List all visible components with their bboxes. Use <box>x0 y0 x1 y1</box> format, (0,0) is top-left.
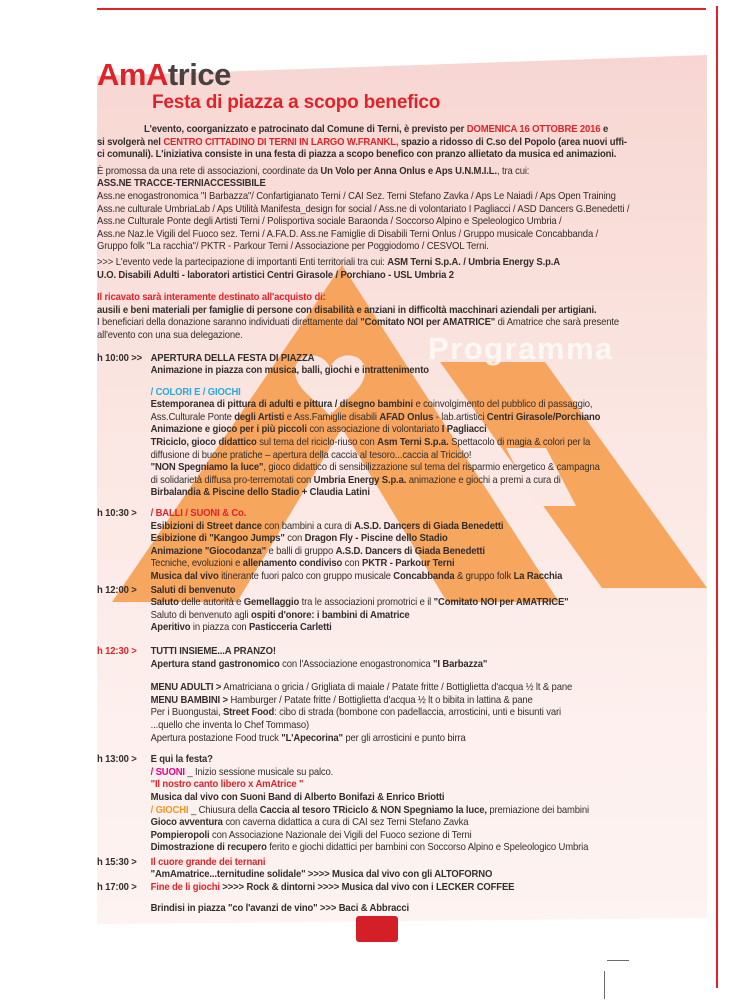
text-run: Animazione "Giocodanza" <box>150 545 266 557</box>
text-line <box>97 216 708 229</box>
text-run: di solidarietà diffusa pro-terremotati con <box>150 474 314 486</box>
text-run: con <box>284 533 305 545</box>
text-run: - lab.artistici <box>433 411 487 423</box>
text-run: per gli arrosticini e punto birra <box>342 732 466 744</box>
program-row-body <box>151 882 708 915</box>
text-run: Animazione e gioco per i più piccoli <box>150 424 307 436</box>
text-line <box>97 149 708 162</box>
text-line <box>151 399 708 412</box>
text-line <box>151 585 708 598</box>
text-run: ASS.NE TRACCE-TERNIACCESSIBILE <box>97 178 266 190</box>
text-run: È promossa da una rete di associazioni, coordinate da <box>97 165 321 177</box>
text-line <box>151 682 708 695</box>
text-run: "I Barbazza" <box>433 658 488 670</box>
text-run: ausili e beni materiali per famiglie di persone con disabilità e anziani in difficoltà macchinari aziendali per artigiani. <box>97 304 597 316</box>
text-line <box>97 124 708 137</box>
text-line <box>97 137 708 150</box>
text-run: "Comitato NOI per AMATRICE" <box>360 317 496 329</box>
content-area <box>97 124 708 915</box>
text-run: Per i Buongustai, <box>150 707 223 719</box>
text-run: "AmAmatrice...ternitudine solidale" >>>> Musica dal vivo con gli ALTOFORNO <box>150 869 493 881</box>
text-run: Il ricavato sarà interamente destinato all'acquisto di: <box>97 292 326 304</box>
text-run: / GIOCHI <box>150 804 189 816</box>
intro-paragraph <box>97 292 708 342</box>
text-run: L'evento, coorganizzato e patrocinato dal Comune di Terni, è previsto per <box>144 124 467 135</box>
text-run: , gioco didattico di sensibilizzazione sul tema del risparmio energetico & campagna <box>263 462 600 474</box>
text-run: AFAD Onlus <box>379 411 434 423</box>
footer-logo <box>356 916 398 942</box>
text-line <box>151 857 708 870</box>
text-run: "Il nostro canto libero x AmAtrice " <box>150 779 304 791</box>
text-line <box>97 257 708 270</box>
text-line <box>151 475 708 488</box>
text-run: Pompieropoli <box>150 829 210 841</box>
text-line <box>151 754 708 767</box>
text-line <box>97 229 708 242</box>
program-row-body <box>151 754 708 855</box>
program-time-label: h 17:00 > <box>97 882 137 894</box>
program-row <box>97 387 708 500</box>
text-run: Ass.Culturale Ponte <box>150 411 235 423</box>
text-line <box>97 317 708 330</box>
text-run: Umbria Energy S.p.a. <box>313 474 407 486</box>
text-run: Un Volo per Anna Onlus e Aps U.N.M.I.L. <box>320 165 497 177</box>
text-line <box>151 779 708 792</box>
text-run: Dragon Fly - Piscine dello Stadio <box>304 533 448 545</box>
text-run: ospiti d'onore: i bambini di Amatrice <box>250 609 410 621</box>
text-line <box>151 597 708 610</box>
text-line <box>151 365 708 378</box>
text-line <box>151 353 708 366</box>
text-run: con l'Associazione enogastronomica <box>279 658 434 670</box>
text-run: Saluto di benvenuto agli <box>150 609 251 621</box>
text-run: / SUONI <box>150 766 185 778</box>
text-run: Ass.ne culturale UmbriaLab / Aps Utilità Manifesta_design for social / Ass.ne di volontariato I Pagliacci / ASD Dancers G.Benedetti / <box>97 203 630 215</box>
intro-paragraph <box>97 166 708 282</box>
text-run: e Ass.Famiglie disabili <box>284 411 380 423</box>
text-run: , tra cui: <box>496 165 530 177</box>
program-row <box>97 857 708 882</box>
text-run: "Comitato NOI per AMATRICE" <box>433 597 569 609</box>
text-run: Ass.ne Culturale Ponte degli Artisti Terni / Polisportiva sociale Baraonda / Soccorso Alpino e Speleologico Umbria / <box>97 216 562 228</box>
intro-paragraph <box>97 124 708 162</box>
text-run: Spettacolo di magia & colori per la <box>448 437 591 449</box>
text-line <box>97 178 708 191</box>
program-time-label: h 10:30 > <box>97 508 137 520</box>
text-run: Centri Girasole/Porchiano <box>486 411 601 423</box>
text-run: Musica dal vivo <box>150 571 219 582</box>
text-line <box>97 204 708 217</box>
page-subtitle: Festa di piazza a scopo benefico <box>152 92 441 113</box>
program-block <box>97 353 708 916</box>
text-line <box>97 292 708 305</box>
text-run: TUTTI INSIEME...A PRANZO! <box>150 645 276 657</box>
text-line <box>97 191 708 204</box>
program-time-label: h 10:00 >> <box>97 352 143 364</box>
text-run: Tecniche, evoluzioni e <box>150 558 243 570</box>
text-run: Animazione in piazza con musica, balli, giochi e intrattenimento <box>150 365 429 377</box>
text-run: Apertura postazione Food truck <box>150 732 282 744</box>
text-run: CENTRO CITTADINO DI TERNI IN LARGO W.FRANKL, <box>163 136 399 148</box>
text-run: APERTURA DELLA FESTA DI PIAZZA <box>150 352 315 364</box>
text-run: Estemporanea di pittura di adulti e pittura / disegno bambini <box>150 399 413 411</box>
text-run: Concabbanda <box>393 571 455 582</box>
text-run: / BALLI / SUONI & Co. <box>150 508 247 520</box>
program-time-label: h 12:30 > <box>97 645 137 657</box>
text-line <box>151 869 708 882</box>
red-top-border <box>97 8 706 10</box>
text-line <box>151 830 708 843</box>
text-line <box>151 487 708 500</box>
text-run: con bambini a cura di <box>261 520 355 532</box>
program-row <box>97 754 708 855</box>
text-run: ci comunali). L'iniziativa consiste in una festa di piazza a scopo benefico con pranzo allietato da musica ed animazioni. <box>97 149 617 161</box>
text-run: Pasticceria Carletti <box>248 622 332 634</box>
text-run: "L'Apecorina" <box>281 732 343 744</box>
text-run: animazione e giochi a premi a cura di <box>406 474 561 486</box>
text-run: Apertura stand gastronomico <box>150 658 280 670</box>
text-run: Hamburger / Patate fritte / Bottiglietta d'acqua ½ lt o bibita in lattina & pane <box>227 694 533 706</box>
program-row <box>97 353 708 378</box>
program-row <box>97 646 708 745</box>
text-line <box>151 558 708 571</box>
text-line <box>151 622 708 635</box>
text-run: itinerante fuori palco con gruppo musicale <box>218 571 394 582</box>
text-run: U.O. Disabili Adulti - laboratori artistici Centri Girasole / Porchiano - USL Umbria 2 <box>97 269 454 281</box>
text-run: ASM Terni S.p.A. / Umbria Energy S.p.A <box>387 256 560 268</box>
program-row <box>97 585 708 635</box>
program-row-body <box>151 857 708 882</box>
text-line <box>151 610 708 623</box>
text-run: Amatriciana o gricia / Grigliata di maiale / Patate fritte / Bottiglietta d'acqua ½ lt & pane <box>221 682 573 694</box>
text-run: Saluto <box>150 597 179 609</box>
text-line <box>97 270 708 283</box>
text-run: I beneficiari della donazione saranno individuati direttamente dal <box>97 317 361 329</box>
text-run: con Associazione Nazionale dei Vigili del Fuoco sezione di Terni <box>209 829 472 841</box>
text-run: >>>> Rock & dintorni >>>> Musica dal vivo con i LECKER COFFEE <box>219 882 515 894</box>
crop-mark-horizontal <box>607 960 629 961</box>
text-run: / COLORI E / GIOCHI <box>150 386 241 398</box>
text-line <box>151 707 708 720</box>
program-time-label: h 12:00 > <box>97 584 137 596</box>
text-line <box>151 387 708 400</box>
title-red-part: AmA <box>97 57 168 92</box>
text-run: MENU BAMBINI > <box>150 694 228 706</box>
page-title <box>97 57 231 93</box>
program-time-label: h 15:30 > <box>97 856 137 868</box>
text-line <box>151 462 708 475</box>
title-dark-part: trice <box>167 57 231 92</box>
red-right-border <box>716 6 718 988</box>
program-row-body <box>151 508 708 584</box>
text-run: in piazza con <box>190 622 249 634</box>
text-run: degli Artisti <box>234 411 285 423</box>
text-run: Gioco avventura <box>150 817 223 829</box>
text-line <box>151 508 708 521</box>
text-run: _ Chiusura della <box>188 804 260 816</box>
text-line <box>151 882 708 895</box>
text-line <box>151 805 708 818</box>
text-line <box>151 437 708 450</box>
crop-mark-vertical <box>604 971 605 999</box>
text-line <box>151 546 708 559</box>
text-run: Il cuore grande dei ternani <box>150 856 266 868</box>
text-line <box>151 533 708 546</box>
text-run: MENU ADULTI > <box>150 682 222 694</box>
text-run: Gemellaggio <box>243 597 300 609</box>
text-run: Fine de li giochi <box>150 882 220 894</box>
text-line <box>151 792 708 805</box>
program-time-label <box>97 387 151 500</box>
text-line <box>151 720 708 733</box>
program-row-body <box>151 353 708 378</box>
text-run: Street Food <box>222 707 275 719</box>
text-run: Saluti di benvenuto <box>150 584 236 596</box>
text-run: & gruppo folk <box>454 571 514 582</box>
text-line <box>151 817 708 830</box>
text-run: "NON Spegniamo la luce" <box>150 462 264 474</box>
text-run: >>> L'evento vede la partecipazione di importanti Enti territoriali tra cui: <box>97 256 388 268</box>
text-line <box>97 166 708 179</box>
text-line <box>151 903 708 916</box>
text-line <box>151 450 708 463</box>
text-run: I Pagliacci <box>441 424 487 436</box>
program-time-label: h 13:00 > <box>97 754 137 766</box>
text-run: Birbalandia & Piscine dello Stadio + Claudia Latini <box>150 487 370 499</box>
text-run: TRiciclo, gioco didattico <box>150 437 257 449</box>
text-run: allenamento condiviso <box>242 558 343 570</box>
text-run: all'evento con una sua delegazione. <box>97 329 243 341</box>
text-run: e balli di gruppo <box>265 545 336 557</box>
program-row-body <box>151 646 708 745</box>
text-line <box>151 521 708 534</box>
text-run: e coinvolgimento del pubblico di passaggio, <box>412 399 593 411</box>
text-run: A.S.D. Dancers di Giada Benedetti <box>354 520 504 532</box>
text-run: diffusione di buone pratiche – apertura della caccia al tesoro...caccia al Triciclo! <box>150 449 472 461</box>
text-line <box>97 241 708 254</box>
text-line <box>151 767 708 780</box>
text-run: : cibo di strada (bombone con padellaccia, arrosticini, unti e bisunti vari <box>274 707 561 719</box>
program-row <box>97 508 708 584</box>
programma-watermark-text: Programma <box>428 331 614 366</box>
text-run: Musica dal vivo con Suoni Band di Alberto Bonifazi & Enrico Briotti <box>150 791 445 803</box>
text-line <box>151 571 708 584</box>
program-row <box>97 882 708 915</box>
text-run: di Amatrice che sarà presente <box>495 317 620 329</box>
text-run: _ Inizio sessione musicale su palco. <box>184 766 334 778</box>
text-run: Asm Terni S.p.a. <box>377 437 449 449</box>
text-run: PKTR - Parkour Terni <box>362 558 455 570</box>
text-run: ...quello che inventa lo Chef Tommaso) <box>150 719 310 731</box>
text-run: si svolgerà nel <box>97 136 164 148</box>
text-line <box>151 695 708 708</box>
intro-block <box>97 124 708 343</box>
text-run: con <box>342 558 363 570</box>
text-run: A.S.D. Dancers di Giada Benedetti <box>335 545 485 557</box>
text-run: La Racchia <box>513 571 563 582</box>
text-run: con associazione di volontariato <box>306 424 442 436</box>
text-run: Ass.ne Naz.le Vigili del Fuoco sez. Terni / A.FA.D. Ass.ne Famiglie di Disabili Terni Onlus / Gruppo musicale Concabbanda / <box>97 228 599 240</box>
text-run: È qui la festa? <box>150 754 213 766</box>
text-line <box>151 842 708 855</box>
program-row-body <box>151 585 708 635</box>
text-run: Ass.ne enogastronomica "I Barbazza"/ Confartigianato Terni / CAI Sez. Terni Stefano Zavka / Aps Le Naiadi / Aps Open Training <box>97 190 616 202</box>
text-run: e <box>600 124 609 135</box>
text-run: Esibizioni di Street dance <box>150 520 262 532</box>
text-run: sul tema del riciclo-riuso con <box>256 437 378 449</box>
text-line <box>151 424 708 437</box>
text-line <box>151 659 708 672</box>
text-line <box>151 412 708 425</box>
program-row-body <box>151 387 708 500</box>
text-run: Caccia al tesoro TRiciclo & NON Spegniamo la luce, <box>259 804 487 816</box>
text-run: Esibizione di "Kangoo Jumps" <box>150 533 285 545</box>
text-run: Aperitivo <box>150 622 191 634</box>
text-run: ferito e giochi didattici per bambini con Soccorso Alpino e Speleologico Umbria <box>266 842 589 854</box>
text-run: delle autorità e <box>178 597 244 609</box>
text-run: tra le associazioni promotrici e il <box>299 597 434 609</box>
text-run: Dimostrazione di recupero <box>150 842 267 854</box>
text-run: premiazione dei bambini <box>486 804 589 816</box>
text-line <box>151 646 708 659</box>
text-line <box>151 733 708 746</box>
text-run: con caverna didattica a cura di CAI sez Terni Stefano Zavka <box>222 817 469 829</box>
text-run: spazio a ridosso di C.so del Popolo (area nuovi uffi- <box>398 136 627 148</box>
text-run: Brindisi in piazza "co l'avanzi de vino" >>> Baci & Abbracci <box>150 902 410 914</box>
text-line <box>97 330 708 343</box>
text-line <box>97 305 708 318</box>
text-run: Gruppo folk "La racchia"/ PKTR - Parkour Terni / Associazione per Poggiodomo / CESVOL Terni. <box>97 241 489 253</box>
text-run: DOMENICA 16 OTTOBRE 2016 <box>466 124 601 135</box>
